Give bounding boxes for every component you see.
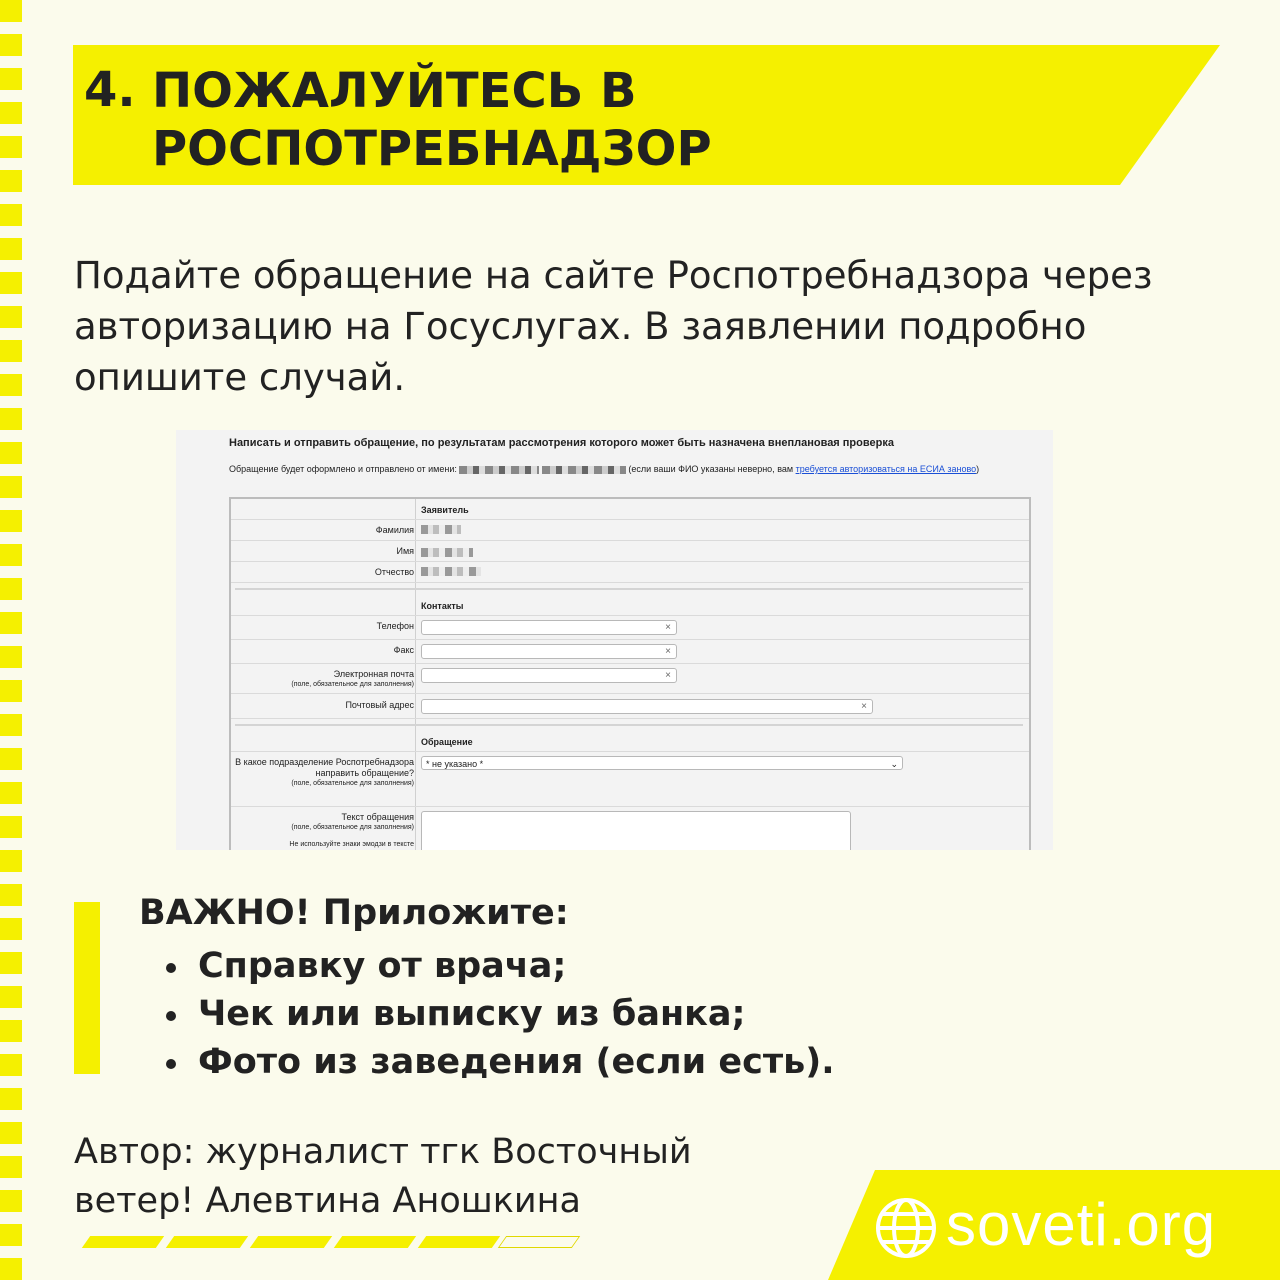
label-fax: Факс	[393, 645, 414, 655]
form-screenshot	[176, 430, 1053, 850]
label-email-text: Электронная почта	[333, 669, 414, 679]
list-item	[160, 1038, 835, 1086]
dash-decoration	[82, 1236, 164, 1248]
list-item-text: Чек или выписку из банка;	[198, 994, 746, 1034]
bullet-icon	[166, 1059, 176, 1069]
row-divider	[231, 561, 1029, 562]
clear-icon[interactable]: ×	[665, 646, 671, 657]
row-divider	[231, 615, 1029, 616]
blurred-name-value	[421, 548, 473, 557]
important-accent-bar	[74, 902, 100, 1074]
department-select[interactable]	[421, 756, 903, 770]
form-table	[229, 497, 1031, 850]
row-divider	[231, 663, 1029, 664]
label-appeal-text-title: Текст обращения	[341, 812, 414, 822]
email-input[interactable]	[421, 668, 677, 683]
attachments-list	[160, 942, 835, 1086]
list-item-text: Справку от врача;	[198, 946, 567, 986]
dash-decoration	[498, 1236, 580, 1248]
esia-relogin-link[interactable]: требуется авторизоваться на ЕСИА заново	[795, 464, 977, 474]
dash-decoration	[166, 1236, 248, 1248]
label-phone: Телефон	[376, 621, 414, 631]
globe-icon	[874, 1196, 938, 1260]
postal-address-input[interactable]	[421, 699, 873, 714]
required-note: (поле, обязательное для заполнения)	[291, 681, 414, 688]
row-divider	[231, 806, 1029, 807]
list-item-text: Фото из заведения (если есть).	[198, 1042, 835, 1082]
clear-icon[interactable]: ×	[665, 622, 671, 633]
label-department	[234, 757, 414, 788]
row-divider	[231, 693, 1029, 694]
list-item	[160, 990, 835, 1038]
department-select-value: * не указано *	[426, 759, 484, 769]
section-contacts: Контакты	[421, 601, 464, 611]
section-appeal: Обращение	[421, 737, 473, 747]
section-separator	[235, 724, 1023, 726]
note-end: )	[976, 464, 980, 474]
blurred-name	[459, 466, 539, 474]
form-note	[229, 464, 1029, 475]
label-patronymic: Отчество	[374, 567, 414, 577]
bullet-icon	[166, 1011, 176, 1021]
side-stripe-decoration	[0, 0, 22, 1280]
author-credit: Автор: журналист тгк Восточный ветер! Алевтина Аношкина	[74, 1132, 692, 1221]
row-divider	[231, 639, 1029, 640]
bullet-icon	[166, 963, 176, 973]
label-email	[234, 669, 414, 689]
title-line-2: РОСПОТРЕБНАДЗОР	[152, 121, 712, 177]
row-divider	[231, 718, 1029, 719]
intro-text: Подайте обращение на сайте Роспотребнадзора через авторизацию на Госуслугах. В заявлении подробно опишите случай.	[74, 254, 1153, 399]
phone-input[interactable]	[421, 620, 677, 635]
row-divider	[231, 582, 1029, 583]
clear-icon[interactable]: ×	[861, 701, 867, 712]
dash-decoration	[250, 1236, 332, 1248]
clear-icon[interactable]: ×	[665, 670, 671, 681]
no-emoji-note: Не используйте знаки эмодзи в тексте	[289, 841, 414, 848]
section-separator	[235, 588, 1023, 590]
required-note: (поле, обязательное для заполнения)	[291, 780, 414, 787]
row-divider	[231, 540, 1029, 541]
list-item	[160, 942, 835, 990]
section-applicant: Заявитель	[421, 505, 469, 515]
chevron-down-icon: ⌄	[890, 759, 898, 769]
label-department-text: В какое подразделение Роспотребнадзора направить обращение?	[235, 757, 414, 778]
title-line-1: ПОЖАЛУЙТЕСЬ В	[152, 63, 637, 119]
form-title: Написать и отправить обращение, по результатам рассмотрения которого может быть назначена внеплановая проверка	[229, 437, 894, 449]
dash-decoration	[418, 1236, 500, 1248]
brand-logo-text: soveti.org	[946, 1191, 1217, 1258]
required-note: (поле, обязательное для заполнения)	[291, 824, 414, 831]
appeal-textarea[interactable]	[421, 811, 851, 850]
label-surname: Фамилия	[375, 525, 414, 535]
step-number: 4.	[84, 62, 136, 118]
blurred-surname	[542, 466, 626, 474]
label-name: Имя	[396, 546, 414, 556]
blurred-patronymic-value	[421, 567, 481, 576]
dash-decoration	[334, 1236, 416, 1248]
row-divider	[231, 519, 1029, 520]
fax-input[interactable]	[421, 644, 677, 659]
label-appeal-text	[234, 812, 414, 849]
page-title	[152, 62, 852, 178]
important-heading: ВАЖНО! Приложите:	[139, 893, 569, 933]
label-postal: Почтовый адрес	[345, 700, 414, 710]
note-prefix: Обращение будет оформлено и отправлено от имени:	[229, 464, 457, 474]
note-suffix: (если ваши ФИО указаны неверно, вам	[628, 464, 794, 474]
column-divider	[415, 499, 416, 850]
row-divider	[231, 751, 1029, 752]
blurred-surname-value	[421, 525, 461, 534]
